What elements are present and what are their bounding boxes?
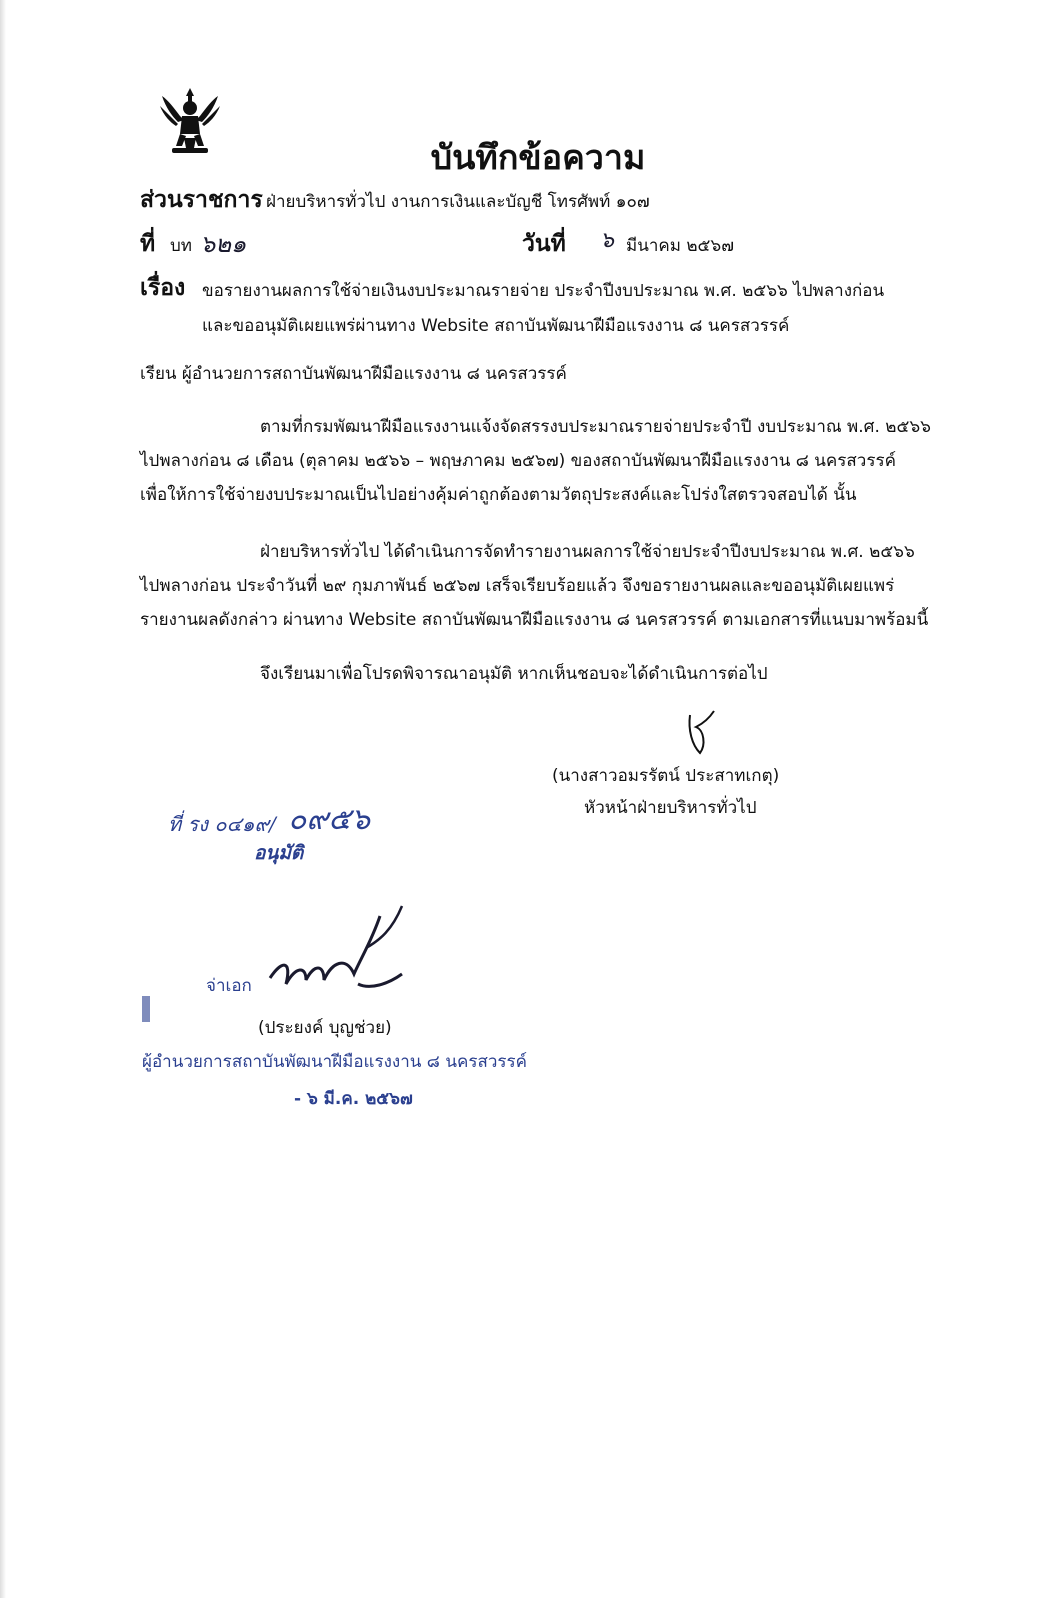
agency-value: ฝ่ายบริหารทั่วไป งานการเงินและบัญชี โทรศัพท์ ๑๐๗ (266, 192, 650, 212)
agency-label: ส่วนราชการ (140, 187, 263, 213)
signer-2-date: - ๖ มี.ค. ๒๕๖๗ (294, 1089, 413, 1109)
signer-1-name: (นางสาวอมรรัตน์ ประสาทเกตุ) (552, 766, 780, 786)
subject-line-1: ขอรายงานผลการใช้จ่ายเงินงบประมาณรายจ่าย ประจำปีงบประมาณ พ.ศ. ๒๕๖๖ ไปพลางก่อน (202, 281, 885, 301)
paragraph-1-line-3: เพื่อให้การใช้จ่ายงบประมาณเป็นไปอย่างคุ้มค่าถูกต้องตามวัตถุประสงค์และโปร่งใสตรวจสอบได้ นั้น (140, 485, 857, 505)
approval-ref-text: ที่ รง ๐๔๑๙/ (168, 812, 276, 836)
subject-label: เรื่อง (140, 275, 186, 301)
paragraph-2-line-3: รายงานผลดังกล่าว ผ่านทาง Website สถาบันพัฒนาฝีมือแรงงาน ๘ นครสวรรค์ ตามเอกสารที่แนบมาพร้อมนี้ (140, 610, 929, 630)
ink-mark (142, 996, 150, 1022)
subject-line-2: และขออนุมัติเผยแพร่ผ่านทาง Website สถาบันพัฒนาฝีมือแรงงาน ๘ นครสวรรค์ (202, 316, 790, 336)
date-month-year: มีนาคม ๒๕๖๗ (626, 236, 735, 256)
signer-2-rank: จ่าเอก (206, 976, 252, 996)
approved-text: อนุมัติ (254, 842, 304, 864)
closing-sentence: จึงเรียนมาเพื่อโปรดพิจารณาอนุมัติ หากเห็นชอบจะได้ดำเนินการต่อไป (260, 664, 768, 684)
paragraph-2-line-1: ฝ่ายบริหารทั่วไป ได้ดำเนินการจัดทำรายงานผลการใช้จ่ายประจำปีงบประมาณ พ.ศ. ๒๕๖๖ (260, 542, 915, 562)
ref-number-handwritten: ๖๒๑ (200, 230, 247, 258)
date-label: วันที่ (522, 231, 566, 257)
paragraph-2 (140, 535, 965, 637)
scan-edge (0, 0, 6, 1598)
signer-2-position: ผู้อำนวยการสถาบันพัฒนาฝีมือแรงงาน ๘ นครสวรรค์ (142, 1052, 528, 1072)
salutation: เรียน ผู้อำนวยการสถาบันพัฒนาฝีมือแรงงาน ๘ นครสวรรค์ (140, 364, 567, 384)
document-title: บันทึกข้อความ (430, 138, 646, 178)
ref-label: ที่ (140, 231, 156, 257)
date-day-handwritten: ๖ (600, 228, 614, 253)
paragraph-1-line-1: ตามที่กรมพัฒนาฝีมือแรงงานแจ้งจัดสรรงบประมาณรายจ่ายประจำปี งบประมาณ พ.ศ. ๒๕๖๖ (260, 417, 931, 437)
ref-prefix: บท (170, 236, 192, 256)
paragraph-1 (140, 410, 965, 512)
signer-1-position: หัวหน้าฝ่ายบริหารทั่วไป (584, 798, 757, 818)
approval-ref-number: ๐๙๕๖ (288, 802, 371, 837)
paragraph-2-line-2: ไปพลางก่อน ประจำวันที่ ๒๙ กุมภาพันธ์ ๒๕๖๗ เสร็จเรียบร้อยแล้ว จึงขอรายงานผลและขออนุมัติเผยแพร่ (140, 576, 895, 596)
signer-2-name: (ประยงค์ บุญช่วย) (258, 1018, 392, 1038)
signature-2-image (262, 900, 422, 1005)
signature-1-image (670, 705, 730, 765)
paragraph-1-line-2: ไปพลางก่อน ๘ เดือน (ตุลาคม ๒๕๖๖ – พฤษภาคม ๒๕๖๗) ของสถาบันพัฒนาฝีมือแรงงาน ๘ นครสวรรค์ (140, 451, 896, 471)
